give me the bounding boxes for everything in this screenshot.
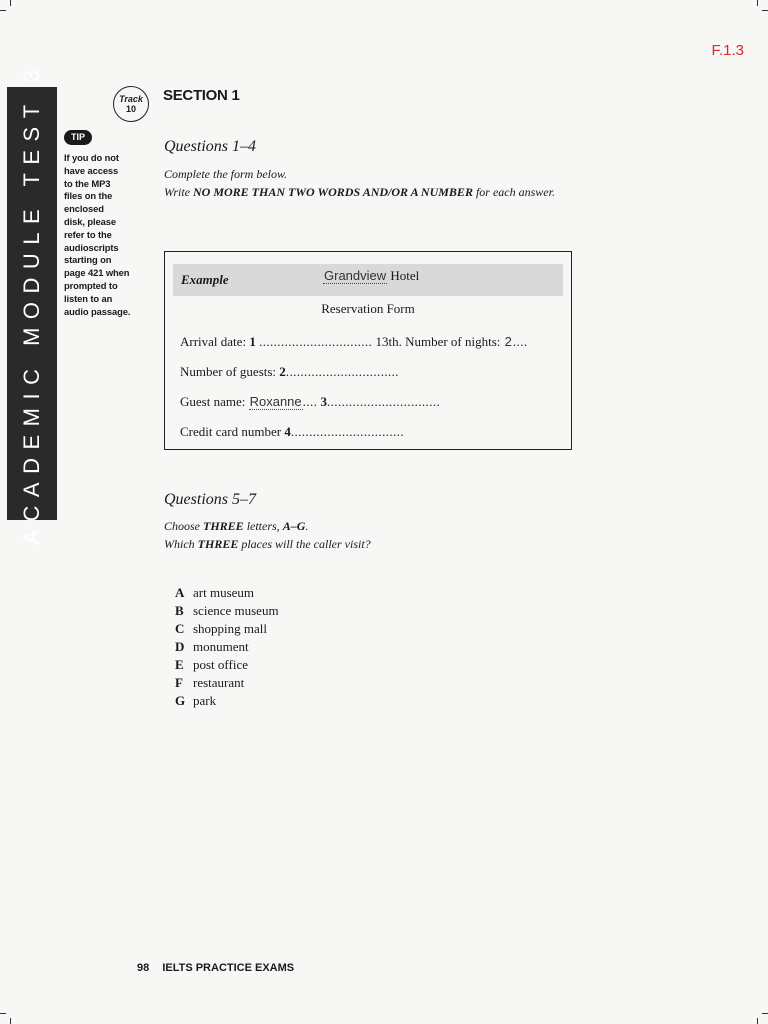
track-label: Track xyxy=(119,93,143,104)
crop-mark xyxy=(10,1018,11,1024)
tip-line: files on the xyxy=(64,190,113,202)
tip-line: page 421 when xyxy=(64,267,130,279)
example-handwritten-answer: Grandview xyxy=(324,268,387,283)
crop-mark xyxy=(762,10,768,11)
side-strip xyxy=(7,61,57,545)
reservation-form xyxy=(164,251,572,450)
crop-mark xyxy=(762,1013,768,1014)
crop-mark xyxy=(757,0,758,6)
form-title: Reservation Form xyxy=(321,301,415,316)
book-title: IELTS PRACTICE EXAMS xyxy=(162,962,295,974)
questions-1-4-heading: Questions 1–4 xyxy=(164,138,256,155)
instruction-complete-form: Complete the form below. xyxy=(164,167,288,181)
crop-mark xyxy=(10,0,11,6)
option-a: A art museum xyxy=(175,585,255,600)
crop-mark xyxy=(757,1018,758,1024)
side-label: ACADEMIC MODULE TEST 3 xyxy=(19,61,44,545)
section-title: SECTION 1 xyxy=(163,87,240,104)
tip-line: enclosed xyxy=(64,203,104,215)
arrival-date-line: Arrival date: 1 ............................... 13th. Number of nights: 2.... xyxy=(180,334,528,349)
guest-name-handwritten-answer: Roxanne xyxy=(249,394,302,409)
tip-line: audio passage. xyxy=(64,305,131,317)
option-c: C shopping mall xyxy=(175,621,268,636)
number-of-guests-line: Number of guests: 2............................... xyxy=(180,364,399,379)
option-f: F restaurant xyxy=(175,675,245,690)
page-number: 98 xyxy=(137,962,150,974)
nights-handwritten-answer: 2 xyxy=(504,334,512,349)
track-number: 10 xyxy=(125,103,136,114)
instruction-word-limit: Write NO MORE THAN TWO WORDS AND/OR A NUMBER for each answer. xyxy=(164,185,555,199)
tip-line: to the MP3 xyxy=(64,177,111,189)
tip-line: prompted to xyxy=(64,279,118,291)
example-answer xyxy=(323,268,419,284)
example-suffix: Hotel xyxy=(390,268,420,283)
example-label: Example xyxy=(181,272,229,287)
crop-mark xyxy=(0,10,6,11)
tip-line: disk, please xyxy=(64,215,116,227)
tip-line: If you do not xyxy=(64,152,119,163)
option-g: G park xyxy=(175,693,217,708)
page-footer xyxy=(137,962,294,974)
instruction-which-places: Which THREE places will the caller visit? xyxy=(164,537,371,551)
option-e: E post office xyxy=(175,657,248,672)
tip-line: refer to the xyxy=(64,228,112,240)
tip-line: starting on xyxy=(64,254,112,266)
tip-text xyxy=(64,152,146,318)
instruction-choose-letters: Choose THREE letters, A–G. xyxy=(164,519,309,533)
tip-line: audioscripts xyxy=(64,241,119,253)
tip-badge: TIP xyxy=(64,130,92,145)
tip-line: have access xyxy=(64,164,119,176)
guest-name-line: Guest name: Roxanne.... 3............................... xyxy=(180,394,441,409)
questions-5-7-heading: Questions 5–7 xyxy=(164,491,256,508)
track-badge xyxy=(113,86,149,122)
page-reference: F.1.3 xyxy=(711,42,744,59)
option-d: D monument xyxy=(175,639,249,654)
tip-line: listen to an xyxy=(64,292,113,304)
option-b: B science museum xyxy=(175,603,279,618)
crop-mark xyxy=(0,1013,6,1014)
credit-card-line: Credit card number 4............................... xyxy=(180,424,404,439)
answer-options xyxy=(175,584,279,710)
